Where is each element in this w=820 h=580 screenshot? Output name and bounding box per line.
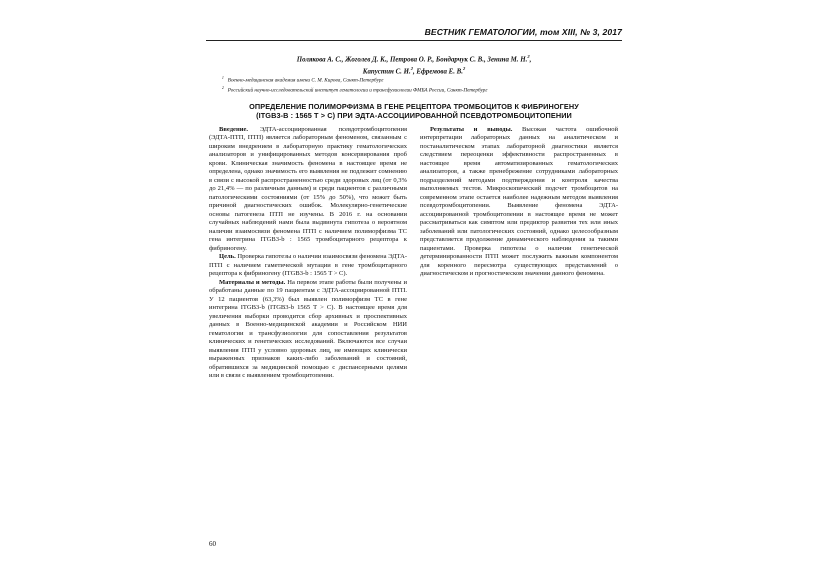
intro-heading: Введение.	[219, 126, 249, 133]
results-paragraph: Результаты и выводы. Высокая частота ошибочной интерпретации лабораторных данных на аналитическом и постаналитическом этапах лабораторной диагностики является следствием переоценки эффективности распространенных в настоящее время автоматизированных гематологических анализаторов, а также пренебрежение сотрудниками лабораторных подразделений методами подтверждения и контроля качества выполняемых тестов. Микроскопический подсчет тромбоцитов на современном этапе остается наиболее надежным методом выявления псевдотромбоцитопении. Выявление феномена ЭДТА-ассоциированной тромбоцитопении в настоящее время не может рассматриваться как симптом или предиктор развития тех или иных заболеваний или патологических состояний, однако целесообразным представляется продолжение динамического наблюдения за такими пациентами. Проверка гипотезы о наличии генетической детерминированности ПТП может послужить важным компонентом для коренного пересмотра существующих представлений о диагностическом и прогностическом значении данного феномена.	[420, 126, 618, 278]
results-heading: Результаты и выводы.	[430, 126, 513, 133]
intro-paragraph: Введение. ЭДТА-ассоциированная псевдотромбоцитопения (ЭДТА-ПТП, ПТП) является лабораторным феноменом, связанным с широким внедрением в лабораторную практику гематологических анализаторов и унифицированных методов консервирования проб крови. Клиническая значимость феномена в настоящее время не определена, однако значимость его выявления не подлежит сомнению в связи с высокой распространенностью среди здоровых лиц (от 0,3% до 21,4% — по различным данным) и среди пациентов с различными патологическими состояниями (от 15% до 50%), что может быть причиной диагностических ошибок. Молекулярно-генетические основы патогенеза ПТП не изучены. В 2016 г. на основании случайных наблюдений нами была выдвинута гипотеза о вероятном наличии взаимосвязи феномена ПТП с наличием полиморфизма ТС гена интегрина ITGB3-b : 1565 тромбоцитарного рецептора к фибриногену.	[209, 126, 408, 252]
affiliation-1: $^1$ Военно-медицинская академия имени С. М. Кирова, Санкт-Петербург	[222, 76, 384, 84]
author-line-2: Капустин С. И.$^2$, Ефремова Е. В.$^2$	[362, 65, 466, 76]
aim-heading: Цель.	[219, 253, 236, 261]
article-title	[208, 102, 620, 121]
journal-running-header: ВЕСТНИК ГЕМАТОЛОГИИ, том XIII, № 3, 2017	[424, 27, 622, 37]
aim-paragraph: Цель. Проверка гипотезы о наличии взаимосвязи феномена ЭДТА-ПТП с наличием гаметической мутации в гене тромбоцитарного рецептора к фибриногену (ITGB3-b : 1565 T > C).	[209, 253, 408, 278]
page-number: 60	[209, 540, 216, 548]
methods-heading: Материалы и методы.	[219, 278, 286, 286]
author-line-1: Полякова А. С., Жоголев Д. К., Петрова О. Р., Бондарчук С. В., Зенина М. Н.$^2$,	[296, 54, 532, 64]
author-list	[233, 53, 595, 77]
affiliations	[222, 75, 622, 95]
body-column-left	[209, 126, 407, 381]
affiliation-2: $^2$ Российский научно-исследовательский институт гематологии и трансфузиологии ФМБА России, Санкт-Петербург	[222, 86, 488, 94]
title-line-1: ОПРЕДЕЛЕНИЕ ПОЛИМОРФИЗМА В ГЕНЕ РЕЦЕПТОРА ТРОМБОЦИТОВ К ФИБРИНОГЕНУ	[249, 102, 579, 111]
body-column-right	[420, 126, 618, 279]
methods-paragraph: Материалы и методы. На первом этапе работы были получены и обработаны данные по 19 пациентам с ЭДТА-ассоциированной ПТП. У 12 пациентов (63,3%) был выявлен полиморфизм ТС в гене интегрина ITGB3-b (ITGB3-b 1565 T > C). В настоящее время для увеличения выборки проводится сбор архивных и проспективных данных в Военно-медицинской академии и Российском НИИ гематологии и трансфузиологии для сопоставления результатов клинических и генетических исследований. Включаются все случаи выявления ПТП у условно здоровых лиц, не имеющих клинически выраженных признаков каких-либо заболеваний и состояний, обратившихся за медицинской помощью с диспансерными целями или в связи с выявлением тромбоцитопении.	[209, 278, 408, 380]
title-line-2: (ITGB3-B : 1565 T > C) ПРИ ЭДТА-АССОЦИИРОВАННОЙ ПСЕВДОТРОМБОЦИТОПЕНИИ	[256, 111, 572, 121]
header-divider	[206, 40, 622, 41]
